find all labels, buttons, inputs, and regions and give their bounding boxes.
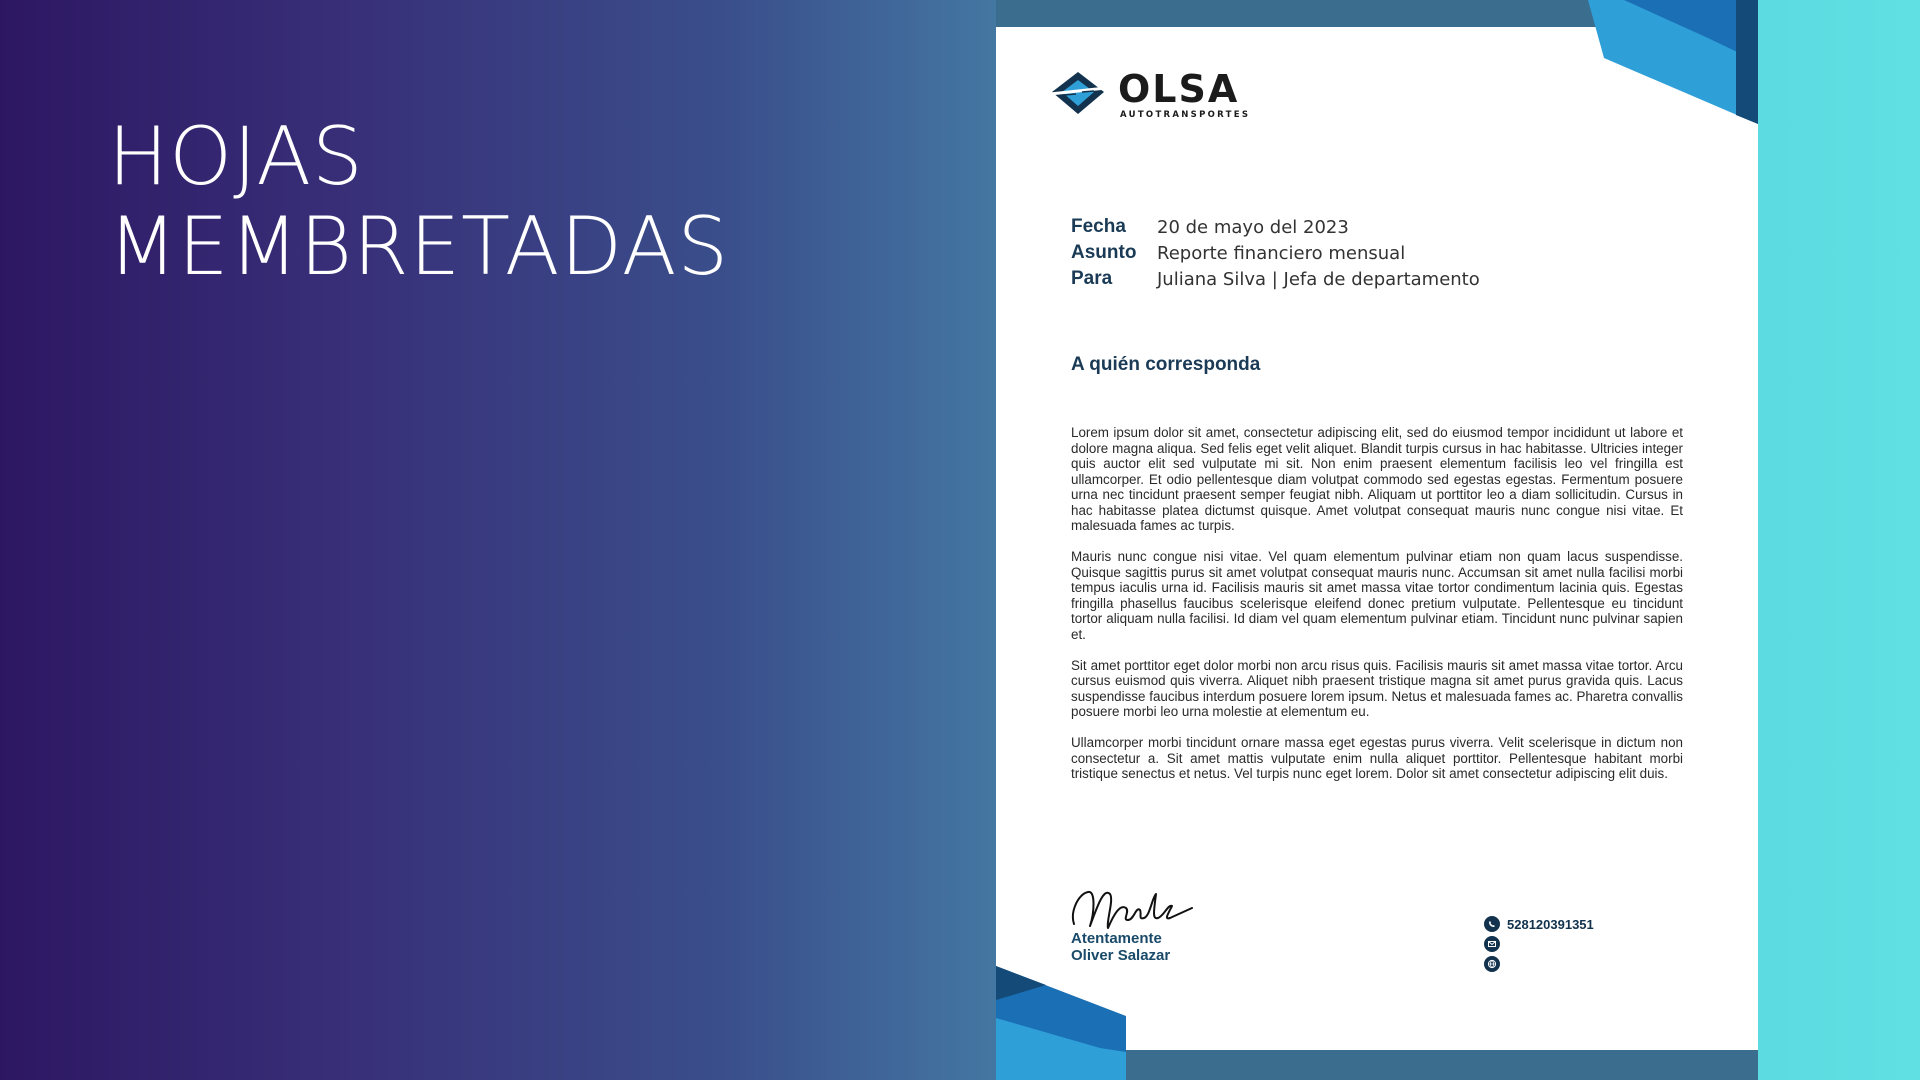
letter-fields bbox=[1071, 214, 1480, 292]
field-row-subject bbox=[1071, 240, 1480, 266]
field-row-date bbox=[1071, 214, 1480, 240]
title-line-2: MEMBRETADAS bbox=[108, 200, 730, 293]
body-paragraph: Sit amet porttitor eget dolor morbi non arcu risus quis. Facilisis mauris sit amet massa vitae tortor. Arcu cursus euismod quis viverra. Aliquet nibh praesent tristique magna sit amet purus gravida quis. Lacus suspendisse faucibus interdum posuere lorem ipsum. Netus et malesuada fames ac. Pharetra convallis posuere morbi leo urna molestie at elementum eu. bbox=[1071, 657, 1683, 719]
body-paragraph: Lorem ipsum dolor sit amet, consectetur adipiscing elit, sed do eiusmod tempor incididunt ut labore et dolore magna aliqua. Sed felis eget velit aliquet. Blandit turpis cursus in hac habitasse. Ultricies integer quis auctor elit sed vulputate mi sit. Non enim praesent elementum facilisis leo vel fringilla est ullamcorper. Et odio pellentesque diam volutpat commodo sed egestas egestas. Fermentum posuere urna nec tincidunt praesent semper feugiat nibh. Aliquam ut porttitor leo a diam sollicitudin. Cursus in hac habitasse platea dictumst quisque. Amet volutpat consequat mauris nunc congue nisi vitae. Et malesuada fames ac turpis. bbox=[1071, 425, 1683, 533]
page-title bbox=[108, 112, 729, 292]
field-label: Para bbox=[1071, 268, 1113, 289]
logo-name: OLSA bbox=[1118, 68, 1240, 111]
email-icon bbox=[1484, 936, 1500, 952]
closing-block bbox=[1071, 930, 1170, 964]
signer-name: Oliver Salazar bbox=[1071, 947, 1171, 964]
logo-subtitle: AUTOTRANSPORTES bbox=[1120, 110, 1251, 120]
globe-icon bbox=[1484, 956, 1500, 972]
handwritten-signature bbox=[1068, 874, 1198, 934]
body-paragraph: Ullamcorper morbi tincidunt ornare massa eget egestas purus viverra. Velit scelerisque in dictum non consectetur a. Sit amet mattis vulputate enim nulla aliquet porttitor. Pellentesque habitant morbi tristique senectus et netus. Vel turpis nunc eget lorem. Dolor sit amet consectetur adipiscing elit duis. bbox=[1071, 735, 1683, 781]
field-value: Juliana Silva | Jefa de departamento bbox=[1157, 268, 1480, 290]
letterhead-sheet bbox=[996, 0, 1758, 1080]
company-logo bbox=[1046, 68, 1286, 122]
field-value: 20 de mayo del 2023 bbox=[1157, 216, 1349, 238]
phone-number: 528120391351 bbox=[1507, 916, 1594, 932]
title-line-1: HOJAS bbox=[108, 110, 364, 203]
field-label: Asunto bbox=[1071, 242, 1137, 263]
field-value: Reporte financiero mensual bbox=[1157, 242, 1406, 264]
field-row-recipient bbox=[1071, 266, 1480, 292]
field-label: Fecha bbox=[1071, 216, 1126, 237]
top-right-navy-strip bbox=[1736, 0, 1758, 124]
greeting: A quién corresponda bbox=[1071, 354, 1261, 375]
letter-body bbox=[1071, 425, 1683, 797]
whatsapp-icon bbox=[1484, 916, 1500, 932]
road-diamond-logo-icon bbox=[1050, 72, 1106, 114]
contact-row-web bbox=[1484, 954, 1594, 974]
contact-row-email bbox=[1484, 934, 1594, 954]
contact-row-phone bbox=[1484, 914, 1594, 934]
body-paragraph: Mauris nunc congue nisi vitae. Vel quam elementum pulvinar etiam non quam lacus suspendisse. Quisque sagittis purus sit amet volutpat consequat mauris nunc. Accumsan sit amet nulla facilisi morbi tempus iaculis urna id. Facilisis mauris sit amet massa vitae tortor condimentum lacinia quis. Egestas fringilla phasellus faucibus scelerisque eleifend donec pretium vulputate. Pellentesque eu tincidunt tortor aliquam nulla facilisi. Id diam vel quam elementum pulvinar etiam. Tincidunt nunc pulvinar sapien et. bbox=[1071, 549, 1683, 642]
contact-info bbox=[1484, 914, 1594, 974]
closing-line: Atentamente bbox=[1071, 930, 1162, 947]
